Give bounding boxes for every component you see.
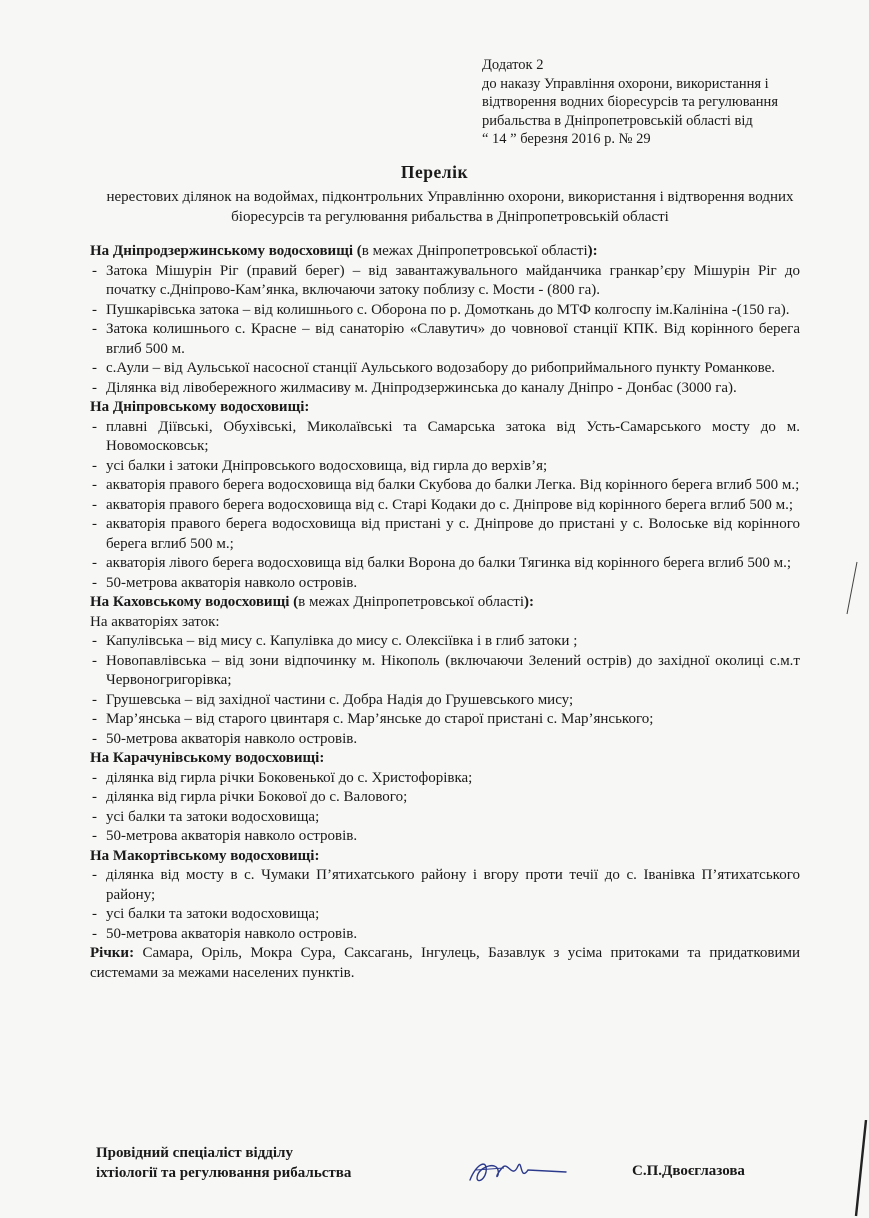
list-dash: - bbox=[92, 496, 97, 513]
document-body bbox=[90, 242, 800, 983]
list-item-text: ділянка від гирла річки Бокової до с. Валового; bbox=[106, 789, 408, 805]
list-dash: - bbox=[92, 477, 97, 493]
list-item bbox=[90, 827, 800, 847]
section-heading-bold: На Карачунівському водосховищі: bbox=[90, 750, 325, 766]
list-dash: - bbox=[92, 769, 97, 786]
section-heading bbox=[90, 749, 800, 769]
appendix-line: до наказу Управління охорони, використання і bbox=[482, 75, 769, 92]
scan-edge-mark bbox=[850, 1120, 869, 1218]
list-item-text: Пушкарівська затока – від колишнього с. Оборона по р. Домоткань до МТФ колгоспу ім.Калініна -(150 га). bbox=[106, 301, 790, 318]
signature-position-line: Провідний спеціаліст відділу bbox=[96, 1145, 293, 1161]
appendix-line: рибальства в Дніпропетровській області від bbox=[482, 112, 753, 129]
list-item bbox=[90, 457, 800, 477]
list-item bbox=[90, 652, 800, 691]
list-item bbox=[90, 554, 800, 574]
list-item bbox=[90, 359, 800, 379]
list-item bbox=[90, 496, 800, 516]
scan-mark bbox=[843, 560, 863, 620]
list-dash: - bbox=[92, 633, 97, 649]
appendix-line: “ 14 ” березня 2016 р. № 29 bbox=[482, 131, 651, 147]
list-item bbox=[90, 515, 800, 554]
list-item bbox=[90, 905, 800, 925]
list-item bbox=[90, 320, 800, 359]
list-item-text: Ділянка від лівобережного жилмасиву м. Дніпродзержинська до каналу Дніпро - Донбас (3000 га). bbox=[106, 379, 737, 396]
list-item-text: 50-метрова акваторія навколо островів. bbox=[106, 925, 358, 942]
list-dash: - bbox=[92, 457, 97, 474]
list-item bbox=[90, 262, 800, 301]
list-item-text: 50-метрова акваторія навколо островів. bbox=[106, 828, 358, 844]
waterbody-section bbox=[90, 749, 800, 847]
list-item bbox=[90, 710, 800, 730]
list-item-text: усі балки та затоки водосховища; bbox=[106, 808, 320, 825]
section-heading bbox=[90, 242, 800, 262]
list-item-text: акваторія правого берега водосховища від балки Скубова до балки Легка. Від корінного берега вглиб 500 м.; bbox=[106, 477, 800, 493]
appendix-line: Додаток 2 bbox=[482, 57, 544, 73]
rivers-label: Річки: bbox=[90, 945, 135, 961]
list-item-text: акваторія правого берега водосховища від с. Старі Кодаки до с. Дніпрове від корінного берега вглиб 500 м.; bbox=[106, 496, 794, 513]
list-item-text: Затока колишнього с. Красне – від санаторію «Славутич» до човнової станції КПК. Від корінного берега вглиб 500 м. bbox=[106, 321, 800, 357]
section-intro: На акваторіях заток: bbox=[90, 613, 220, 630]
list-dash: - bbox=[92, 711, 97, 727]
list-dash: - bbox=[92, 321, 97, 337]
list-dash: - bbox=[92, 652, 97, 669]
list-item-text: Новопавлівська – від зони відпочинку м. Нікополь (включаючи Зелений острів) до західної околиці с.м.т Червоногригорівка; bbox=[106, 652, 800, 688]
section-heading-bold: На Дніпровському водосховищі: bbox=[90, 399, 310, 415]
section-heading-end: ): bbox=[524, 594, 534, 610]
section-heading-bold: На Макортівському водосховищі: bbox=[90, 847, 320, 864]
list-item bbox=[90, 379, 800, 399]
list-item bbox=[90, 691, 800, 711]
rivers-paragraph bbox=[90, 944, 800, 983]
list-item-text: 50-метрова акваторія навколо островів. bbox=[106, 574, 358, 591]
handwritten-signature bbox=[456, 1150, 576, 1190]
list-dash: - bbox=[92, 925, 97, 942]
list-item bbox=[90, 574, 800, 594]
list-item-text: усі балки та затоки водосховища; bbox=[106, 906, 320, 922]
rivers-text: Самара, Оріль, Мокра Сура, Саксагань, Інгулець, Базавлук з усіма притоками та придатковими системами за межами населених пунктів. bbox=[90, 945, 800, 981]
list-dash: - bbox=[92, 789, 97, 805]
section-heading-bold: На Каховському водосховищі ( bbox=[90, 594, 299, 610]
list-dash: - bbox=[92, 828, 97, 844]
list-dash: - bbox=[92, 262, 97, 279]
document-title: Перелік bbox=[400, 162, 469, 182]
appendix-line: відтворення водних біоресурсів та регулювання bbox=[482, 94, 778, 110]
list-dash: - bbox=[92, 808, 97, 825]
section-heading bbox=[90, 398, 800, 418]
list-dash: - bbox=[92, 555, 97, 571]
section-heading-area: в межах Дніпропетровської області bbox=[361, 243, 588, 259]
waterbody-section bbox=[90, 593, 800, 749]
list-dash: - bbox=[92, 691, 97, 708]
list-item-text: Затока Мішурін Ріг (правий берег) – від завантажувального майданчика гранкар’єру Мішурін Ріг до початку с.Дніпрово-Кам’янка, включаючи затоку поблизу с. Мости - (800 га). bbox=[106, 262, 800, 298]
list-item bbox=[90, 788, 800, 808]
list-item bbox=[90, 730, 800, 750]
list-item bbox=[90, 808, 800, 828]
list-dash: - bbox=[92, 867, 97, 883]
list-item-text: усі балки і затоки Дніпровського водосховища, від гирла до верхів’я; bbox=[106, 457, 548, 474]
list-dash: - bbox=[92, 516, 97, 532]
list-item-text: 50-метрова акваторія навколо островів. bbox=[106, 730, 358, 747]
list-item bbox=[90, 476, 800, 496]
list-dash: - bbox=[92, 301, 97, 318]
list-item-text: ділянка від мосту в с. Чумаки П’ятихатського району і вгору проти течії до с. Іванівка П’ятихатського району; bbox=[106, 867, 800, 903]
waterbody-section bbox=[90, 847, 800, 945]
list-dash: - bbox=[92, 730, 97, 747]
document-subtitle: нерестових ділянок на водоймах, підконтрольних Управлінню охорони, використання і відтворення водних біоресурсів та регулювання рибальства в Дніпропетровській області bbox=[106, 189, 794, 225]
list-dash: - bbox=[92, 574, 97, 591]
section-heading-area: в межах Дніпропетровської області bbox=[298, 594, 524, 610]
list-item bbox=[90, 925, 800, 945]
list-item-text: с.Аули – від Аульської насосної станції Аульського водозабору до рибоприймального пункту Романкове. bbox=[106, 360, 776, 376]
list-item bbox=[90, 769, 800, 789]
list-item-text: ділянка від гирла річки Боковенької до с. Христофорівка; bbox=[106, 769, 473, 786]
section-heading-end: ): bbox=[587, 243, 598, 259]
list-dash: - bbox=[92, 906, 97, 922]
list-item-text: акваторія лівого берега водосховища від балки Ворона до балки Тягинка від корінного берега вглиб 500 м.; bbox=[106, 555, 792, 571]
list-item-text: Грушевська – від західної частини с. Добра Надія до Грушевського мису; bbox=[106, 691, 574, 708]
list-item bbox=[90, 301, 800, 321]
signature-position-line: іхтіології та регулювання рибальства bbox=[96, 1165, 352, 1181]
list-dash: - bbox=[92, 418, 97, 435]
waterbody-section bbox=[90, 398, 800, 593]
list-item bbox=[90, 632, 800, 652]
waterbody-section bbox=[90, 242, 800, 398]
section-heading bbox=[90, 847, 800, 867]
section-heading bbox=[90, 593, 800, 613]
list-dash: - bbox=[92, 379, 97, 396]
list-item-text: плавні Діївські, Обухівські, Миколаївські та Самарська затока від Усть-Самарського мосту до м. Новомосковськ; bbox=[106, 418, 800, 454]
list-dash: - bbox=[92, 360, 97, 376]
signatory-name: С.П.Двоєглазова bbox=[632, 1163, 745, 1179]
appendix-note bbox=[482, 56, 822, 149]
list-item bbox=[90, 866, 800, 905]
list-item-text: Капулівська – від мису с. Капулівка до мису с. Олексіївка і в глиб затоки ; bbox=[106, 633, 578, 649]
list-item bbox=[90, 418, 800, 457]
list-item-text: акваторія правого берега водосховища від пристані у с. Дніпрове до пристані у с. Волоське від корінного берега вглиб 500 м.; bbox=[106, 516, 800, 552]
section-heading-bold: На Дніпродзержинському водосховищі ( bbox=[90, 243, 362, 259]
list-item-text: Мар’янська – від старого цвинтаря с. Мар’янське до старої пристані с. Мар’янського; bbox=[106, 711, 654, 727]
